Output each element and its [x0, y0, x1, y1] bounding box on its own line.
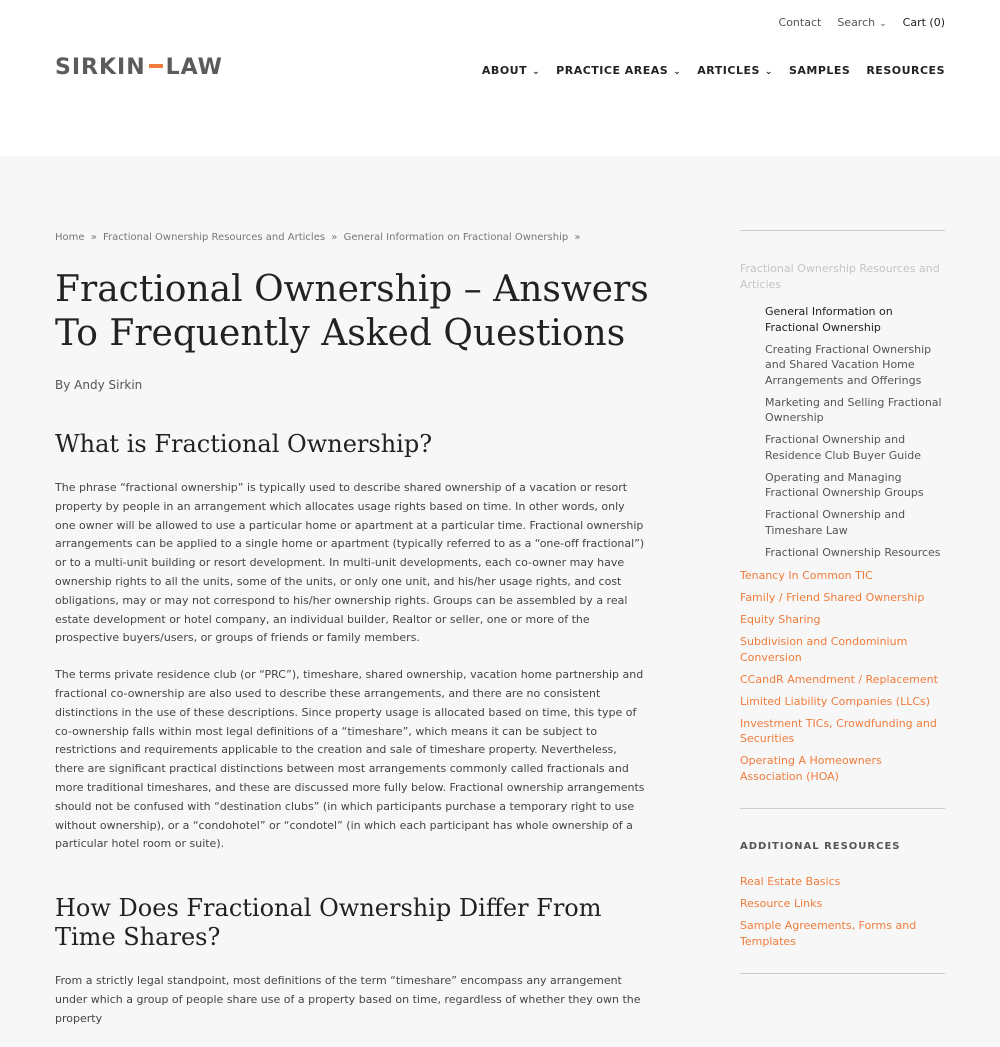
sidebar-link-llc[interactable]: Limited Liability Companies (LLCs): [740, 694, 931, 708]
divider: [740, 808, 945, 809]
nav-label: ARTICLES: [697, 64, 760, 77]
chevron-down-icon: ⌄: [764, 67, 773, 77]
nav-label: ABOUT: [481, 64, 528, 77]
chevron-down-icon: ⌄: [532, 67, 541, 77]
breadcrumb-separator: »: [574, 232, 581, 243]
sidebar-parent-link[interactable]: Fractional Ownership Resources and Articles: [740, 262, 940, 291]
search-toggle[interactable]: [837, 16, 886, 29]
page-title: Fractional Ownership – Answers To Frequently Asked Questions: [55, 269, 649, 354]
nav-item-resources[interactable]: RESOURCES: [866, 64, 945, 77]
breadcrumb-home[interactable]: Home: [55, 232, 85, 243]
breadcrumb-resources[interactable]: Fractional Ownership Resources and Articles: [103, 232, 326, 243]
sidebar-link-hoa[interactable]: Operating A Homeowners Association (HOA): [740, 754, 882, 783]
author-byline: By Andy Sirkin: [55, 378, 143, 392]
sidebar-item-operating[interactable]: Operating and Managing Fractional Ownership Groups: [765, 470, 924, 499]
section-heading: What is Fractional Ownership?: [55, 430, 433, 458]
sidebar-link-subdivision[interactable]: Subdivision and Condominium Conversion: [740, 635, 908, 664]
main-nav: [482, 64, 945, 77]
sidebar-item-creating[interactable]: Creating Fractional Ownership and Shared Vacation Home Arrangements and Offerings: [765, 342, 932, 387]
logo-text-right: LAW: [165, 55, 223, 80]
breadcrumb-separator: »: [90, 232, 97, 243]
divider: [740, 230, 945, 231]
paragraph: The terms private residence club (or “PRC”), timeshare, shared ownership, vacation home partnership and fractional co-ownership are also used to describe these arrangements, and there are no consistent distinctions in the use of these descriptions. Since property usage is allocated based on time, this type of co-ownership falls within most legal definitions of a “timeshare”, which means it can be subject to restrictions and requirements applicable to the creation and sale of timeshare property. Nevertheless, there are significant practical distinctions between most arrangements commonly called fractionals and more traditional timeshares, and these are discussed more fully below. Fractional ownership arrangements should not be confused with “destination clubs” (in which participants purchase a temporary right to use without ownership), or a “condohotel” or “condotel” (in which each participant has whole ownership of a particular hotel room or suite).: [55, 668, 645, 851]
nav-item-about[interactable]: [482, 64, 540, 77]
nav-item-articles[interactable]: [697, 64, 773, 77]
sidebar-sub-list: [765, 304, 945, 560]
breadcrumb-separator: »: [331, 232, 338, 243]
paragraph: From a strictly legal standpoint, most definitions of the term “timeshare” encompass any arrangement under which a group of people share use of a property based on time, regardless of whether they own the property: [55, 974, 641, 1025]
nav-item-practice-areas[interactable]: [556, 64, 681, 77]
sidebar-link-family[interactable]: Family / Friend Shared Ownership: [740, 591, 925, 604]
divider: [740, 973, 945, 974]
article-body: [55, 430, 645, 1047]
utility-nav: [779, 16, 945, 29]
nav-label: PRACTICE AREAS: [556, 64, 669, 77]
contact-link[interactable]: Contact: [778, 16, 822, 29]
sidebar-link-ccandr[interactable]: CCandR Amendment / Replacement: [740, 672, 938, 686]
sidebar-link-tic[interactable]: Tenancy In Common TIC: [740, 569, 873, 582]
logo-text-left: SIRKIN: [55, 55, 146, 80]
chevron-down-icon: ⌄: [673, 67, 682, 77]
sidebar-link-real-estate-basics[interactable]: Real Estate Basics: [740, 875, 841, 888]
sidebar-link-investment[interactable]: Investment TICs, Crowdfunding and Securities: [740, 716, 937, 745]
breadcrumb: [55, 232, 584, 243]
sidebar-item-timeshare-law[interactable]: Fractional Ownership and Timeshare Law: [765, 508, 906, 537]
paragraph: The phrase “fractional ownership” is typically used to describe shared ownership of a vacation or resort property by people in an arrangement which allocates usage rights based on time. In other words, only one owner will be allowed to use a particular home or apartment at a particular time. Fractional ownership arrangements can be applied to a single home or apartment (typically referred to as a “one-off fractional”) or to a multi-unit building or resort development. In multi-unit developments, each co-owner may have ownership rights to all the units, some of the units, or only one unit, and his/her usage rights, and cost obligations, may or may not correspond to his/her ownership rights. Groups can be assembled by a real estate development or hotel company, an individual builder, Realtor or seller, one or more of the prospective buyers/users, or groups of friends or family members.: [55, 481, 645, 645]
chevron-down-icon: ⌄: [879, 19, 887, 29]
cart-link[interactable]: Cart (0): [902, 16, 945, 29]
sidebar-item-marketing[interactable]: Marketing and Selling Fractional Ownership: [765, 395, 942, 424]
site-header: [0, 0, 1000, 156]
sidebar-item-buyer-guide[interactable]: Fractional Ownership and Residence Club Buyer Guide: [765, 433, 922, 462]
sidebar-link-equity[interactable]: Equity Sharing: [740, 613, 821, 626]
site-logo[interactable]: [55, 55, 223, 80]
sidebar-topic-links: [740, 568, 945, 784]
search-label: Search: [837, 16, 876, 29]
sidebar-item-general-info[interactable]: General Information on Fractional Ownership: [765, 305, 893, 334]
sidebar-item-resources[interactable]: Fractional Ownership Resources: [765, 545, 941, 559]
breadcrumb-general-info[interactable]: General Information on Fractional Ownership: [343, 232, 569, 243]
additional-resources-list: [740, 874, 945, 949]
sidebar-link-resource-links[interactable]: Resource Links: [740, 897, 823, 910]
section-heading: How Does Fractional Ownership Differ From Time Shares?: [55, 894, 602, 952]
sidebar: [740, 230, 945, 974]
additional-resources-heading: ADDITIONAL RESOURCES: [740, 841, 901, 852]
sidebar-link-sample-agreements[interactable]: Sample Agreements, Forms and Templates: [740, 919, 917, 948]
logo-dash: [149, 64, 163, 68]
nav-item-samples[interactable]: SAMPLES: [788, 64, 851, 77]
